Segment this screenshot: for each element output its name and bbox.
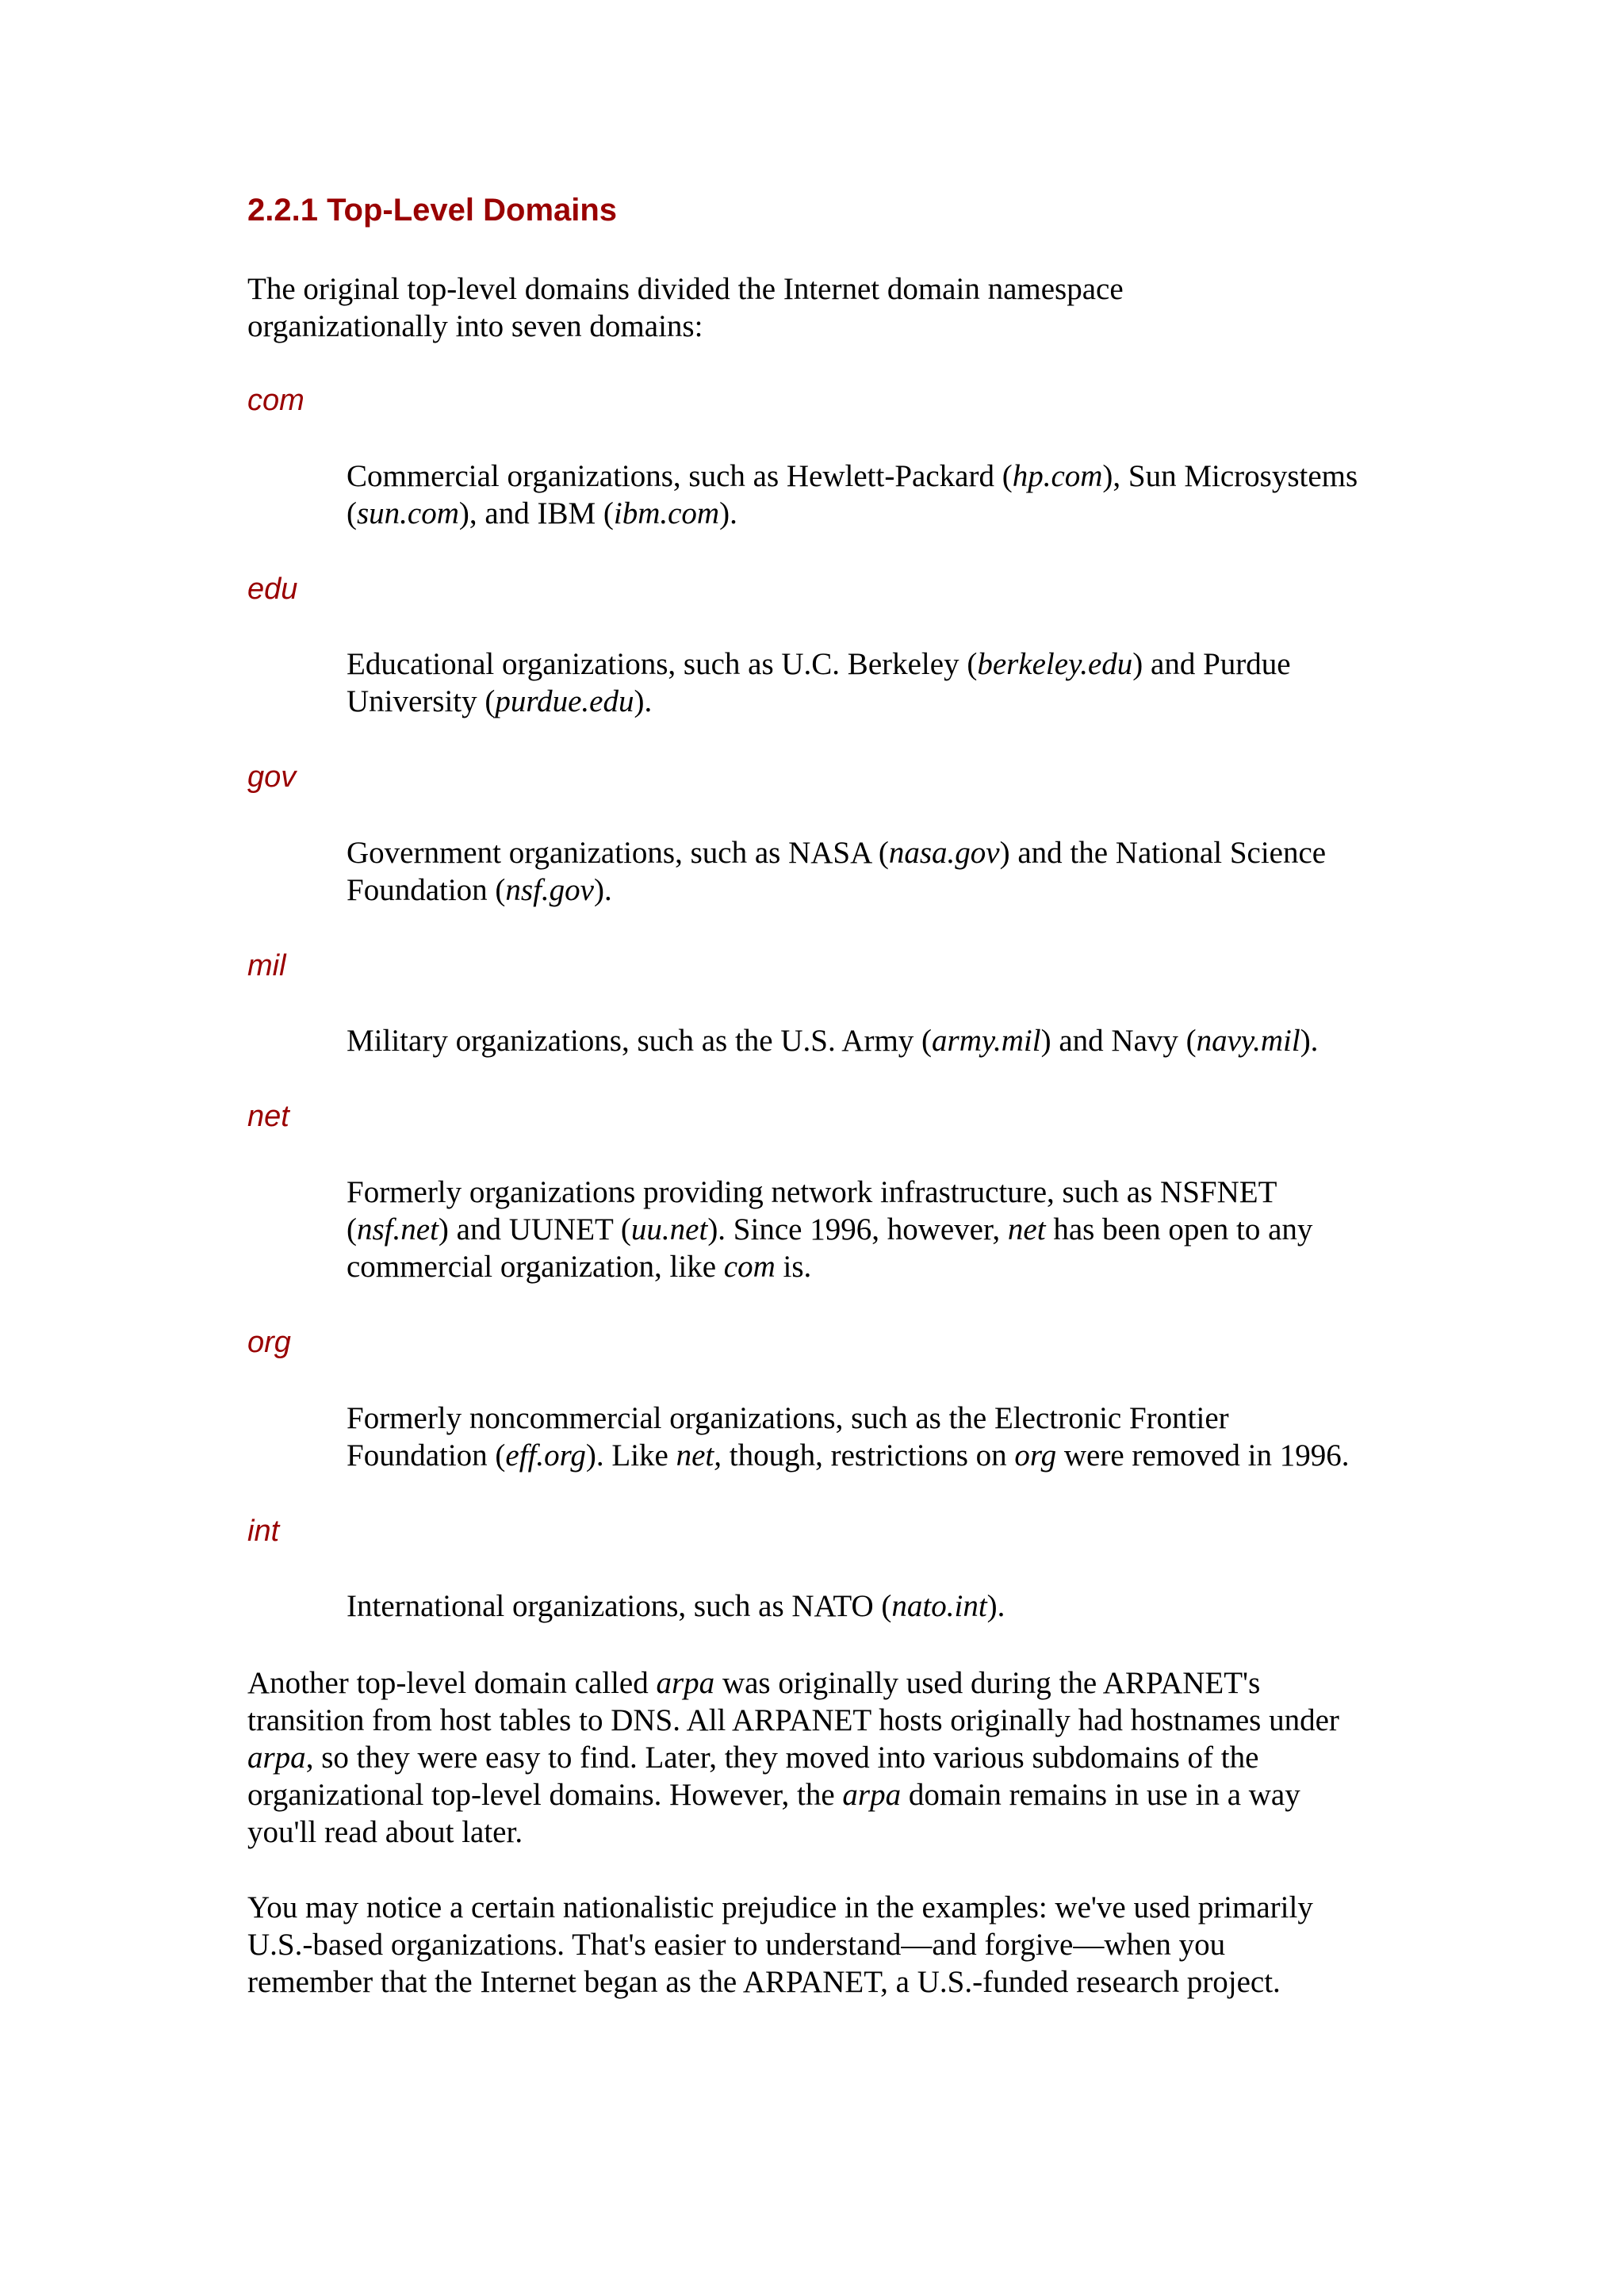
italic-term: net, [676,1438,722,1473]
text-run: You may notice a certain nationalistic prejudice in the examples: we've used primarily U.S.-based organizations. That's easier to understand—and forgive—when you remember that the Internet began as the ARPANET, a U.S.-funded research project. [247,1890,1313,2000]
text-run: is. [775,1249,812,1284]
italic-term: com [723,1249,776,1284]
text-run: Formerly organizations providing network infrastructure, such as NSFNET ( [347,1174,1277,1247]
text-run: ) and UUNET ( [438,1212,631,1247]
domain-description-com [347,458,1362,532]
text-run: International organizations, such as NATO ( [347,1589,892,1624]
section-heading: 2.2.1 Top-Level Domains [247,193,618,228]
italic-term: ibm.com [613,496,720,530]
text-run: though, restrictions on [722,1438,1015,1473]
domain-term-org: org [247,1325,291,1359]
text-run: Formerly noncommercial organizations, such as the Electronic Frontier Foundation ( [347,1400,1229,1473]
italic-term: army.mil [932,1024,1041,1059]
text-run: ) and the National Science Foundation ( [347,835,1327,907]
italic-term: nsf.net [357,1212,439,1247]
text-run: ) and Navy ( [1040,1024,1197,1059]
text-run: ). [986,1589,1005,1624]
text-run: ), Sun Microsystems ( [347,458,1358,530]
text-run: Government organizations, such as NASA ( [347,835,889,870]
italic-term: net [1007,1212,1046,1247]
domain-description-org [347,1400,1362,1474]
domain-description-mil [347,1022,1362,1059]
italic-term: arpa [656,1666,715,1701]
italic-term: navy.mil [1196,1024,1300,1059]
text-run: Educational organizations, such as U.C. Berkeley ( [347,647,978,682]
text-run: ), and IBM ( [458,496,614,530]
text-run: ). [1300,1024,1319,1059]
italic-term: nsf.gov [505,872,594,907]
italic-term: nato.int [891,1589,987,1624]
italic-term: purdue.edu [495,684,634,719]
text-run: ). Since 1996, however, [707,1212,1008,1247]
domain-term-mil: mil [247,948,286,982]
text-run: was originally used during the ARPANET's transition from host tables to DNS. All ARPANET hosts originally had hostnames under [247,1666,1339,1738]
text-run: ) and Purdue University ( [347,647,1291,719]
closing-paragraph [247,1664,1358,1851]
text-run: ). [719,496,737,530]
domain-term-com: com [247,384,304,417]
italic-term: berkeley.edu [977,647,1133,682]
text-run: has been open to any commercial organization, like [347,1212,1313,1284]
text-run: ). [594,872,612,907]
italic-term: nasa.gov [888,835,1000,870]
italic-term: hp.com [1012,458,1103,493]
italic-term: uu.net [630,1212,708,1247]
italic-term: sun.com [357,496,459,530]
domain-list [247,383,1389,1625]
italic-term: org [1014,1438,1057,1473]
italic-term: arpa [247,1741,306,1775]
text-run: ). Like [585,1438,676,1473]
text-run: were removed in 1996. [1056,1438,1350,1473]
italic-term: arpa [842,1778,902,1813]
italic-term: eff.org [505,1438,586,1473]
text-run: Military organizations, such as the U.S. Army ( [347,1024,933,1059]
domain-term-int: int [247,1514,280,1548]
text-run: domain remains in use in a way you'll read about later. [247,1778,1300,1850]
text-run: , so they were easy to find. Later, they moved into various subdomains of the organizational top-level domains. However, the [247,1741,1259,1813]
intro-paragraph: The original top-level domains divided the Internet domain namespace organizationally into seven domains: [247,272,1124,343]
text-run: ). [634,684,653,719]
closing-paragraph [247,1889,1358,2001]
domain-description-gov [347,834,1362,909]
closing-section [247,1664,1389,2001]
domain-description-edu [347,645,1362,720]
domain-term-gov: gov [247,760,297,795]
text-run: Commercial organizations, such as Hewlett-Packard ( [347,458,1013,493]
domain-description-net [347,1174,1362,1285]
domain-term-net: net [247,1100,289,1134]
document-page [247,193,1389,2039]
domain-term-edu: edu [247,572,298,606]
text-run: Another top-level domain called [247,1666,657,1701]
domain-description-int [347,1587,1362,1625]
